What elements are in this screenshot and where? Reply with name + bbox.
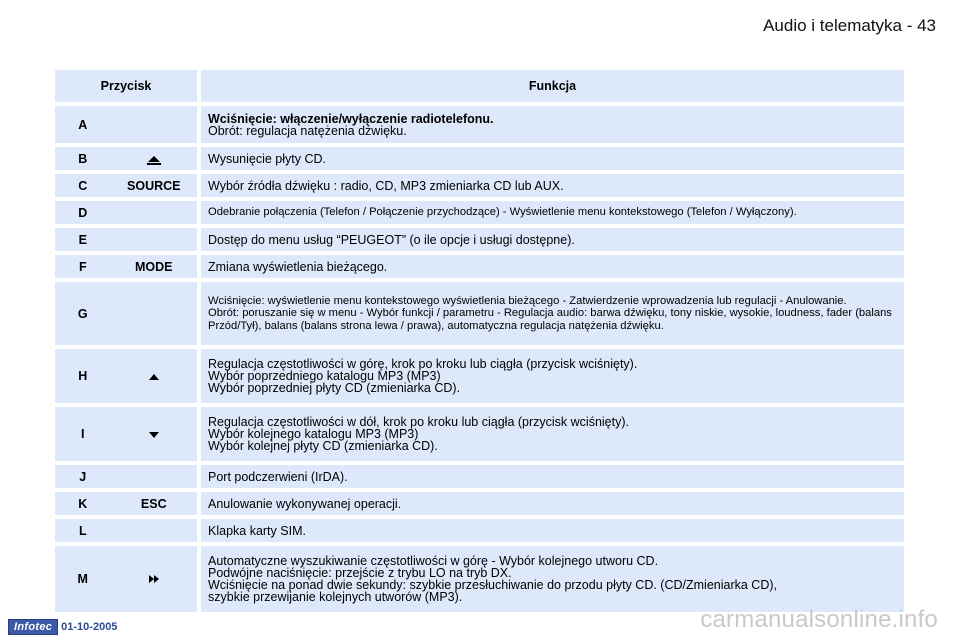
row-function-line: Port podczerwieni (IrDA). [208, 469, 348, 484]
table-row-l [55, 519, 904, 542]
table-row-g [55, 282, 904, 345]
row-button [111, 519, 201, 542]
row-key: G [55, 282, 111, 345]
row-function [201, 255, 904, 278]
row-key: B [55, 147, 111, 170]
row-function [201, 228, 904, 251]
footer [8, 619, 117, 635]
fast-forward-icon [149, 575, 159, 583]
row-key: D [55, 201, 111, 224]
row-function [201, 106, 904, 143]
table-row-d [55, 201, 904, 224]
row-key: C [55, 174, 111, 197]
table-row-b [55, 147, 904, 170]
row-button: ESC [111, 492, 201, 515]
row-button [111, 201, 201, 224]
down-arrow-icon [149, 432, 159, 438]
row-function [201, 465, 904, 488]
up-arrow-icon [149, 374, 159, 380]
row-key: M [55, 546, 111, 612]
row-button [111, 147, 201, 170]
row-function [201, 407, 904, 461]
row-function [201, 519, 904, 542]
row-button: SOURCE [111, 174, 201, 197]
row-key: J [55, 465, 111, 488]
row-function-line: szybkie przewijanie kolejnych utworów (MP3). [208, 590, 463, 604]
table-row-i [55, 407, 904, 461]
row-function-line: Dostęp do menu usług “PEUGEOT” (o ile opcje i usługi dostępne). [208, 232, 575, 247]
row-function-line: Wybór kolejnego katalogu MP3 (MP3) [208, 427, 419, 441]
infotec-logo: Infotec [8, 619, 58, 635]
row-function [201, 174, 904, 197]
row-button [111, 465, 201, 488]
row-function-line: Klapka karty SIM. [208, 523, 306, 538]
row-function [201, 546, 904, 612]
row-function-line: Wybór źródła dźwięku : radio, CD, MP3 zmieniarka CD lub AUX. [208, 178, 564, 193]
row-function-line: Obrót: poruszanie się w menu - Wybór funkcji / parametru - Regulacja audio: barwa dźwięku, tony niskie, wysokie, loudness, fader (balans Przód/Tył), balans (balans strona lewa / prawa), automatyczna regulacja natężenia dźwięku. [208, 307, 892, 332]
page-title: Audio i telematyka - 43 [763, 16, 936, 35]
row-function-line: Wciśnięcie na ponad dwie sekundy: szybkie przesłuchiwanie do przodu płyty CD. (CD/Zmieniarka CD), [208, 578, 777, 592]
table-row-a [55, 106, 904, 143]
row-function-line: Odebranie połączenia (Telefon / Połączenie przychodzące) - Wyświetlenie menu kontekstowego (Telefon / Wyłączony). [208, 206, 797, 219]
table-row-h [55, 349, 904, 403]
row-function-line: Regulacja częstotliwości w dół, krok po kroku lub ciągła (przycisk wciśnięty). [208, 415, 629, 429]
row-button [111, 282, 201, 345]
header-button: Przycisk [55, 70, 201, 102]
table-row-j [55, 465, 904, 488]
table-header-row [55, 70, 904, 102]
function-table [55, 66, 904, 616]
eject-icon [147, 156, 161, 165]
table-row-e [55, 228, 904, 251]
table-row-f [55, 255, 904, 278]
row-function-line: Zmiana wyświetlenia bieżącego. [208, 259, 388, 274]
row-function-line: Anulowanie wykonywanej operacji. [208, 496, 402, 511]
row-key: K [55, 492, 111, 515]
header-function: Funkcja [201, 70, 904, 102]
row-key: L [55, 519, 111, 542]
row-key: F [55, 255, 111, 278]
row-function-line: Podwójne naciśnięcie: przejście z trybu LO na tryb DX. [208, 566, 512, 580]
row-function-line: Automatyczne wyszukiwanie częstotliwości w górę - Wybór kolejnego utworu CD. [208, 554, 659, 568]
row-key: H [55, 349, 111, 403]
row-function [201, 492, 904, 515]
row-function-line: Regulacja częstotliwości w górę, krok po kroku lub ciągła (przycisk wciśnięty). [208, 357, 638, 371]
row-function [201, 349, 904, 403]
row-function-line: Obrót: regulacja natężenia dźwięku. [208, 123, 407, 138]
row-button [111, 546, 201, 612]
row-function [201, 282, 904, 345]
row-key: A [55, 106, 111, 143]
row-function-line: Wciśnięcie: włączenie/wyłączenie radiotelefonu. [208, 111, 494, 126]
row-button: MODE [111, 255, 201, 278]
row-key: I [55, 407, 111, 461]
row-function-line: Wybór poprzedniego katalogu MP3 (MP3) [208, 369, 441, 383]
footer-date: 01-10-2005 [61, 621, 118, 633]
row-function-line: Wybór poprzedniej płyty CD (zmieniarka CD). [208, 381, 461, 395]
row-function-line: Wysunięcie płyty CD. [208, 151, 326, 166]
row-function [201, 147, 904, 170]
row-button [111, 349, 201, 403]
table-row-k [55, 492, 904, 515]
row-function-line: Wybór kolejnej płyty CD (zmieniarka CD). [208, 439, 438, 453]
row-function [201, 201, 904, 224]
table-row-m [55, 546, 904, 612]
row-button [111, 407, 201, 461]
row-function-line: Wciśnięcie: wyświetlenie menu kontekstowego wyświetlenia bieżącego - Zatwierdzenie wprowadzenia lub regulacji - Anulowanie. [208, 294, 847, 307]
row-key: E [55, 228, 111, 251]
row-button [111, 228, 201, 251]
row-button [111, 106, 201, 143]
watermark: carmanualsonline.info [700, 606, 938, 633]
table-row-c [55, 174, 904, 197]
